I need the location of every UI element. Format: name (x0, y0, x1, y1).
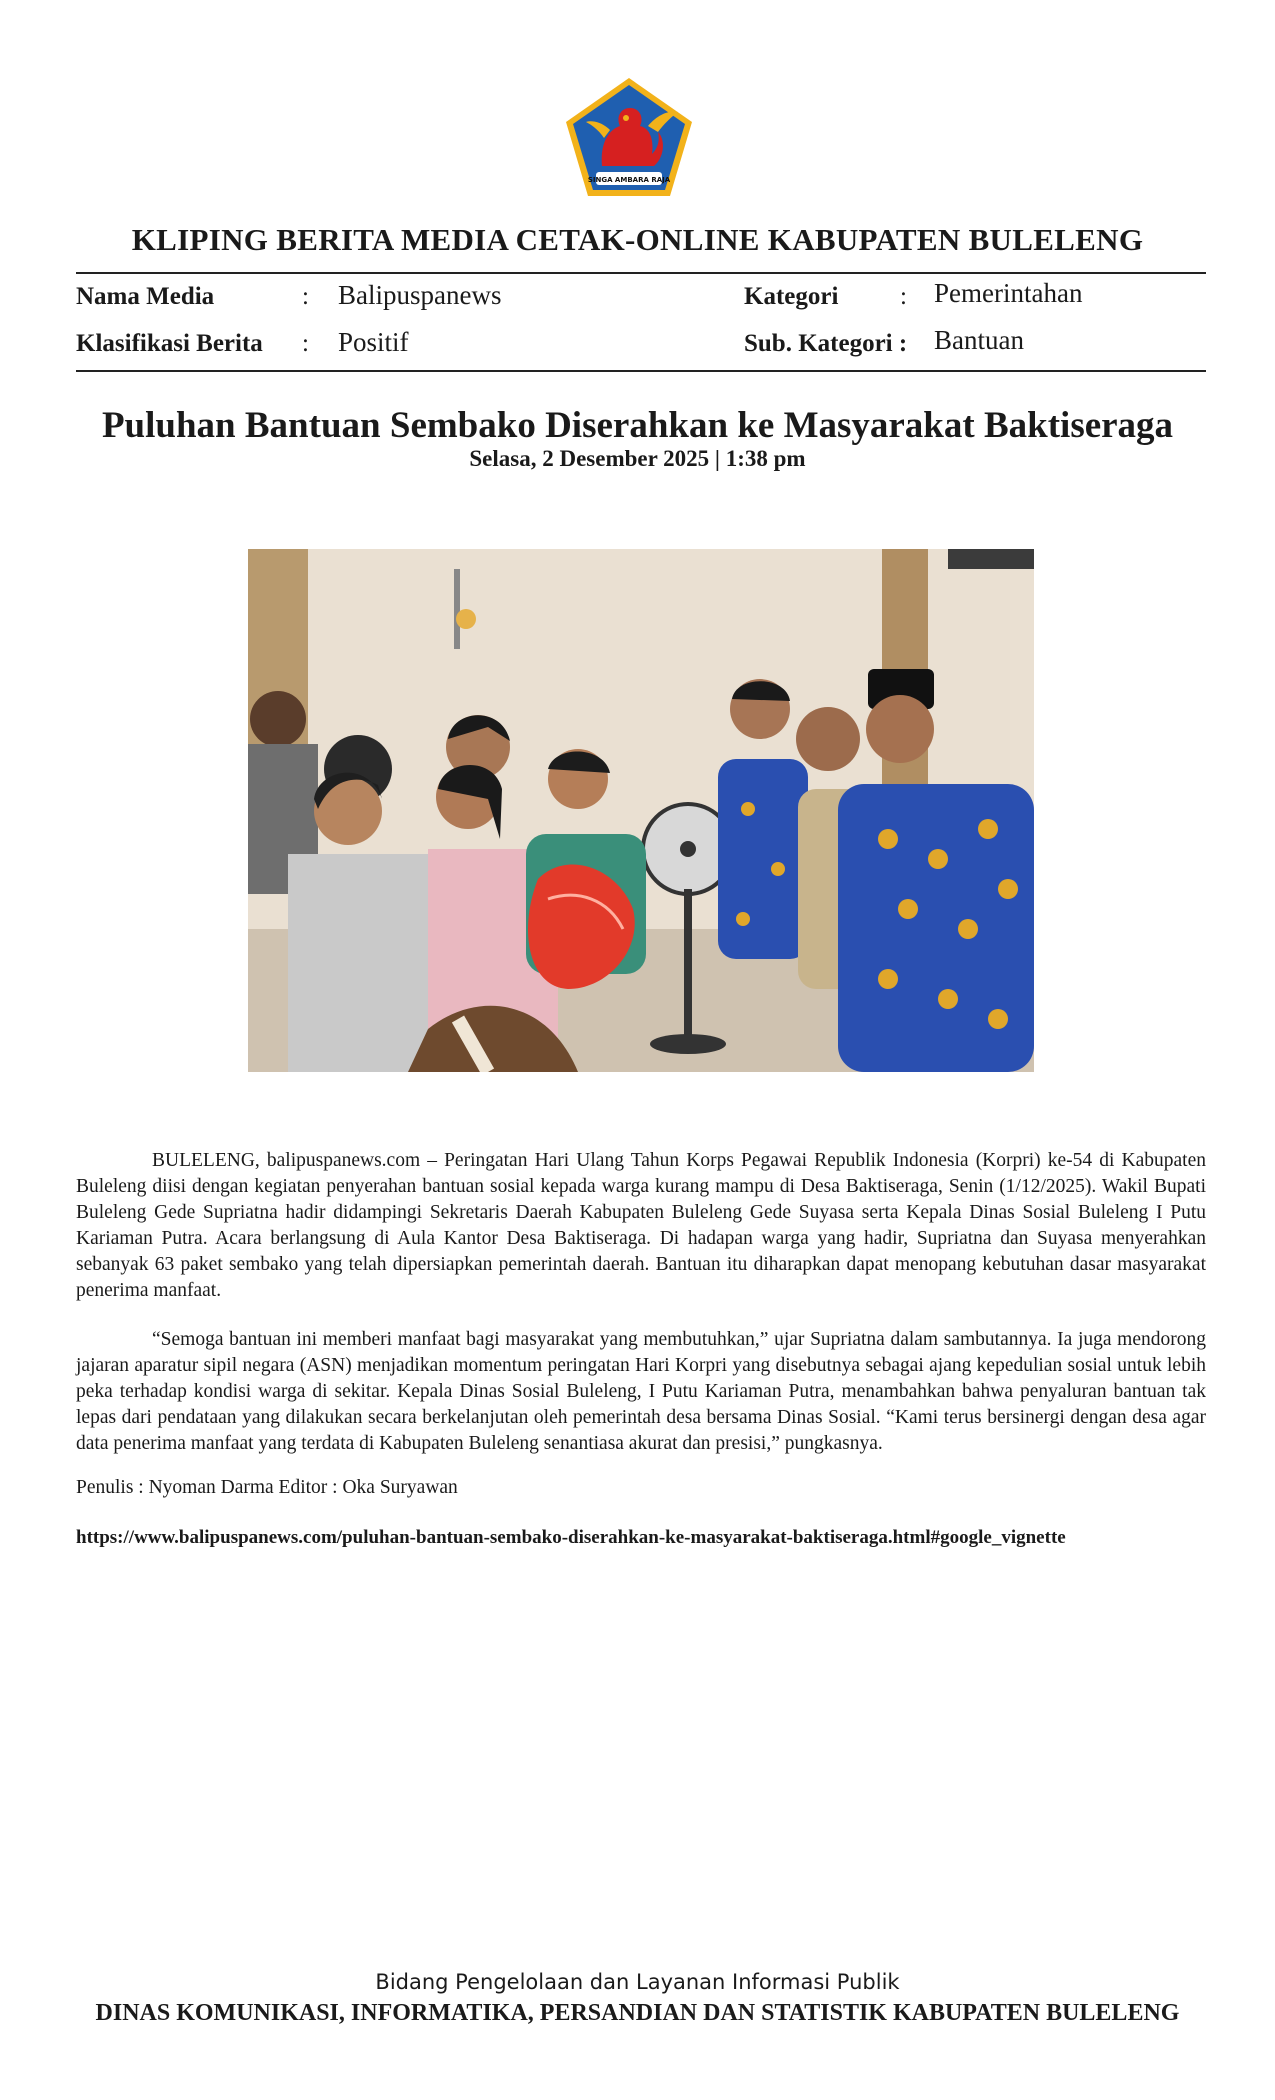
klasifikasi-colon: : (302, 330, 309, 357)
media-value: Balipuspanews (338, 280, 502, 310)
buleleng-emblem-logo (562, 74, 696, 200)
svg-text:SINGA AMBARA RAJA: SINGA AMBARA RAJA (587, 176, 671, 184)
header-divider-top (76, 272, 1206, 274)
source-link[interactable]: https://www.balipuspanews.com/puluhan-bantuan-sembako-diserahkan-ke-masyarakat-baktiseraga.html#google_vignette (76, 1527, 1066, 1548)
media-colon: : (302, 283, 309, 310)
kategori-value: Pemerintahan (934, 278, 1083, 308)
article-paragraph-1 (76, 1148, 1206, 1304)
media-label: Nama Media (76, 283, 215, 310)
klasifikasi-value: Positif (338, 327, 409, 357)
klasifikasi-label: Klasifikasi Berita (76, 330, 263, 357)
document-title: KLIPING BERITA MEDIA CETAK-ONLINE KABUPATEN BULELENG (131, 222, 1144, 257)
header-divider-bottom (76, 370, 1206, 372)
article-headline: Puluhan Bantuan Sembako Diserahkan ke Masyarakat Baktiseraga (101, 405, 1174, 446)
paragraph-1-text: BULELENG, balipuspanews.com – Peringatan Hari Ulang Tahun Korps Pegawai Republik Indonesia (Korpri) ke-54 di Kabupaten Buleleng diisi dengan kegiatan penyerahan bantuan sosial kepada warga kurang mampu di Desa Baktiseraga, Senin (1/12/2025). Wakil Bupati Buleleng Gede Supriatna hadir didampingi Sekretaris Daerah Kabupaten Buleleng Gede Suyasa serta Kepala Dinas Sosial Buleleng I Putu Kariaman Putra. Acara berlangsung di Aula Kantor Desa Baktiseraga. Di hadapan warga yang hadir, Supriatna dan Suyasa menyerahkan sebanyak 63 paket sembako yang telah dipersiapkan pemerintah daerah. Bantuan itu diharapkan dapat menopang kebutuhan dasar masyarakat penerima manfaat. (76, 1150, 1206, 1301)
kategori-colon: : (900, 283, 907, 310)
sub-kategori-value: Bantuan (934, 325, 1024, 355)
sub-kategori-label: Sub. Kategori : (744, 330, 908, 357)
kategori-label: Kategori (744, 283, 839, 310)
footer-department: Bidang Pengelolaan dan Layanan Informasi Publik (375, 1970, 900, 1994)
article-credits: Penulis : Nyoman Darma Editor : Oka Suryawan (76, 1477, 458, 1498)
paragraph-2-text: “Semoga bantuan ini memberi manfaat bagi masyarakat yang membutuhkan,” ujar Supriatna dalam sambutannya. Ia juga mendorong jajaran aparatur sipil negara (ASN) menjadikan momentum peringatan Hari Korpri yang disebutnya sebagai ajang kepedulian sosial untuk lebih peka terhadap kondisi warga di sekitar. Kepala Dinas Sosial Buleleng, I Putu Kariaman Putra, menambahkan bahwa penyaluran bantuan tak lepas dari pendataan yang dilakukan secara berkelanjutan oleh pemerintah desa bersama Dinas Sosial. “Kami terus bersinergi dengan desa agar data penerima manfaat yang terdata di Kabupaten Buleleng senantiasa akurat dan presisi,” pungkasnya. (76, 1329, 1206, 1454)
article-paragraph-2 (76, 1327, 1206, 1457)
footer-agency: DINAS KOMUNIKASI, INFORMATIKA, PERSANDIAN DAN STATISTIK KABUPATEN BULELENG (95, 2000, 1180, 2026)
article-photo (248, 549, 1034, 1072)
article-dateline: Selasa, 2 Desember 2025 | 1:38 pm (469, 446, 806, 471)
